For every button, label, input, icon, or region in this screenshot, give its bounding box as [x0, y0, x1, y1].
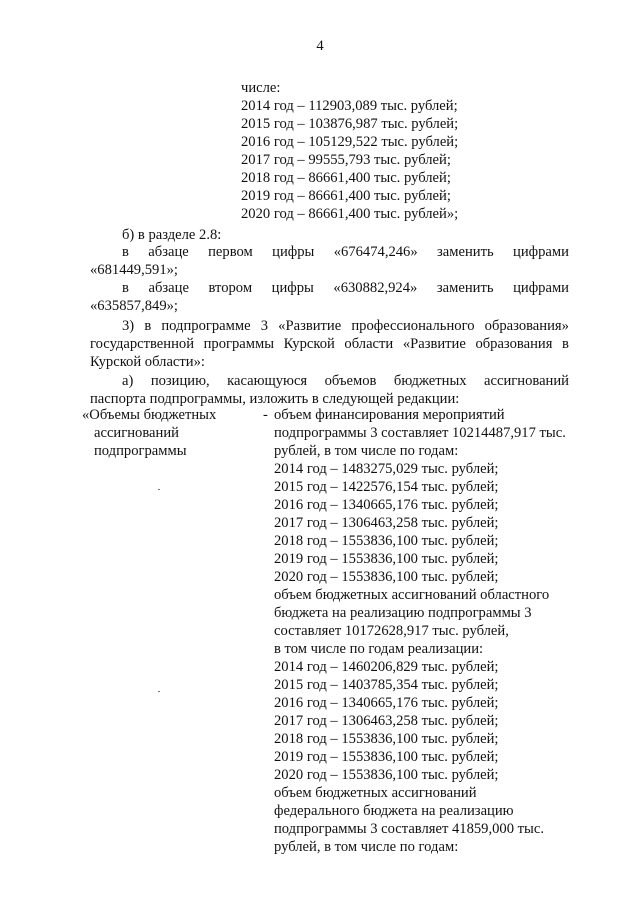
word: касающуюся	[227, 373, 308, 389]
word: «676474,246»	[333, 244, 418, 260]
word: заменить	[437, 244, 494, 260]
item3-line1	[122, 318, 569, 335]
table-right-line: объем бюджетных ассигнований областного	[274, 587, 550, 603]
table-right-line: подпрограммы 3 составляет 10214487,917 тыс.	[274, 425, 566, 441]
scan-speck	[158, 489, 160, 490]
section-b-para1	[122, 244, 569, 261]
section-b-para2	[122, 280, 569, 297]
word: Курской	[283, 336, 335, 352]
table-right-line: 2014 год – 1483275,029 тыс. рублей;	[274, 461, 499, 477]
item-a-line2: паспорта подпрограммы, изложить в следующей редакции:	[90, 391, 460, 407]
word: ассигнований	[484, 373, 569, 389]
table-right-line: бюджета на реализацию подпрограммы 3	[274, 605, 532, 621]
table-right-line: 2015 год – 1403785,354 тыс. рублей;	[274, 677, 499, 693]
table-right-line: рублей, в том числе по годам:	[274, 443, 459, 459]
table-right-line: в том числе по годам реализации:	[274, 641, 484, 657]
word: абзаце	[148, 244, 189, 260]
table-right-line: 2016 год – 1340665,176 тыс. рублей;	[274, 497, 499, 513]
item3-line2	[90, 336, 569, 353]
word: абзаце	[148, 280, 189, 296]
table-right-line: 2019 год – 1553836,100 тыс. рублей;	[274, 749, 499, 765]
word: цифры	[272, 244, 315, 260]
top-list-row: 2017 год – 99555,793 тыс. рублей;	[241, 152, 451, 168]
table-right-line: федерального бюджета на реализацию	[274, 803, 514, 819]
word: профессионального	[351, 318, 475, 334]
word: первом	[208, 244, 253, 260]
word: «630882,924»	[333, 280, 418, 296]
section-b-para2-end: «635857,849»;	[90, 298, 178, 314]
word: государственной	[90, 336, 195, 352]
word: позицию,	[150, 373, 210, 389]
word: в	[562, 336, 569, 352]
word: объемов	[324, 373, 377, 389]
word: цифрами	[513, 280, 569, 296]
table-right-line: 2018 год – 1553836,100 тыс. рублей;	[274, 731, 499, 747]
word: цифры	[271, 280, 314, 296]
table-right-line: рублей, в том числе по годам:	[274, 839, 459, 855]
word: а)	[122, 373, 134, 389]
top-list-row: 2015 год – 103876,987 тыс. рублей;	[241, 116, 459, 132]
page-number: 4	[316, 38, 324, 54]
table-right-line: 2014 год – 1460206,829 тыс. рублей;	[274, 659, 499, 675]
word: программы	[203, 336, 275, 352]
top-list-row: 2014 год – 112903,089 тыс. рублей;	[241, 98, 458, 114]
table-right-line: 2019 год – 1553836,100 тыс. рублей;	[274, 551, 499, 567]
word: в	[144, 318, 152, 334]
table-right-line: 2020 год – 1553836,100 тыс. рублей;	[274, 569, 499, 585]
word: заменить	[436, 280, 494, 296]
word: в	[122, 280, 129, 296]
table-right-line: 2020 год – 1553836,100 тыс. рублей;	[274, 767, 499, 783]
table-right-line: 2017 год – 1306463,258 тыс. рублей;	[274, 713, 499, 729]
table-right-line: 2017 год – 1306463,258 тыс. рублей;	[274, 515, 499, 531]
top-list-row: 2016 год – 105129,522 тыс. рублей;	[241, 134, 459, 150]
table-left-label: подпрограммы	[94, 443, 187, 459]
word: образования	[475, 336, 553, 352]
word: бюджетных	[393, 373, 467, 389]
item3-line3: Курской области»:	[90, 354, 205, 370]
section-b-para1-end: «681449,591»;	[90, 262, 178, 278]
table-left-label: «Объемы бюджетных	[82, 407, 217, 423]
top-list-row: 2020 год – 86661,400 тыс. рублей»;	[241, 206, 459, 222]
word: 3	[260, 318, 269, 334]
word: «Развитие	[402, 336, 466, 352]
top-list-row: 2018 год – 86661,400 тыс. рублей;	[241, 170, 451, 186]
table-right-line: составляет 10172628,917 тыс. рублей,	[274, 623, 509, 639]
word: подпрограмме	[161, 318, 251, 334]
table-right-line: 2016 год – 1340665,176 тыс. рублей;	[274, 695, 499, 711]
table-dash: -	[263, 407, 268, 423]
word: цифрами	[513, 244, 569, 260]
table-right-line: 2015 год – 1422576,154 тыс. рублей;	[274, 479, 499, 495]
word: в	[122, 244, 129, 260]
table-left-label: ассигнований	[94, 425, 179, 441]
word: образования»	[484, 318, 569, 334]
item-a-line1	[122, 373, 569, 390]
word: области	[344, 336, 394, 352]
scan-speck	[158, 691, 160, 692]
table-right-line: 2018 год – 1553836,100 тыс. рублей;	[274, 533, 499, 549]
table-right-line: объем финансирования мероприятий	[274, 407, 505, 423]
top-list-row: 2019 год – 86661,400 тыс. рублей;	[241, 188, 451, 204]
table-right-line: объем бюджетных ассигнований	[274, 785, 477, 801]
word: 3)	[122, 318, 135, 334]
top-list-lead: числе:	[241, 80, 281, 96]
word: втором	[208, 280, 253, 296]
section-b-heading: б) в разделе 2.8:	[122, 227, 222, 243]
table-right-line: подпрограммы 3 составляет 41859,000 тыс.	[274, 821, 544, 837]
word: «Развитие	[278, 318, 342, 334]
